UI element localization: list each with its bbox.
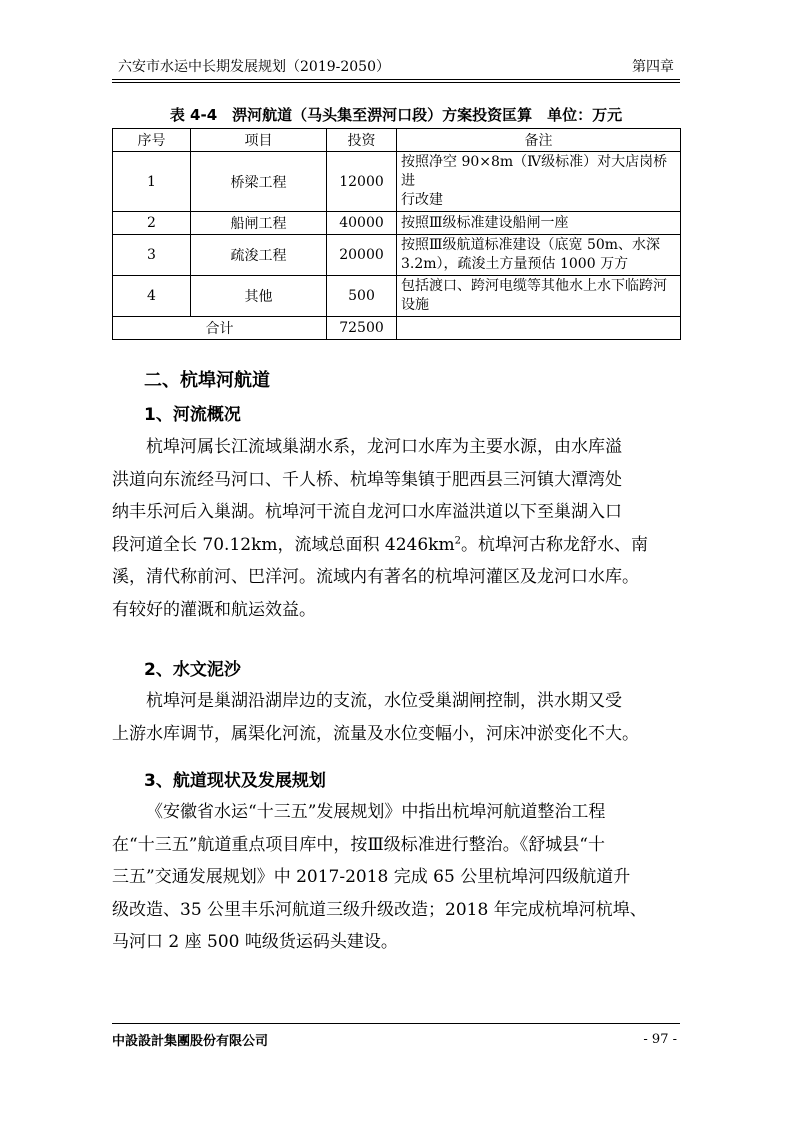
paragraph-river-overview (112, 431, 682, 626)
investment-table (112, 128, 681, 340)
footer-rule (112, 1023, 680, 1024)
cell-item: 船闸工程 (191, 212, 327, 235)
cell-item: 其他 (191, 276, 327, 317)
header-rule-thin (112, 82, 680, 83)
text-line: 在“十三五”航道重点项目库中，按Ⅲ级标准进行整治。《舒城县“十 (112, 834, 605, 855)
cell-total-value: 72500 (327, 317, 397, 340)
text-line (112, 529, 682, 562)
table-header-row (113, 129, 681, 152)
header-doc-title: 六安市水运中长期发展规划（2019-2050） (118, 59, 390, 75)
text-segment: 。杭埠河古称龙舒水、南 (460, 534, 648, 555)
cell-no: 1 (113, 152, 191, 212)
note-line: 3.2m），疏浚土方量预估 1000 万方 (401, 256, 629, 272)
footer-company: 中設設計集團股份有限公司 (112, 1034, 269, 1049)
cell-no: 3 (113, 235, 191, 276)
note-line: 包括渡口、跨河电缆等其他水上水下临跨河 (401, 278, 667, 294)
page-header (112, 52, 680, 78)
cell-invest: 20000 (327, 235, 397, 276)
cell-no: 4 (113, 276, 191, 317)
cell-total-note (397, 317, 681, 340)
cell-total-label: 合计 (113, 317, 327, 340)
text-line: 马河口 2 座 500 吨级货运码头建设。 (112, 932, 398, 952)
note-line: 设施 (401, 297, 429, 313)
cell-invest: 500 (327, 276, 397, 317)
page-number: - 97 - (643, 1032, 677, 1047)
superscript: 2 (454, 534, 461, 546)
col-header-invest: 投资 (327, 129, 397, 152)
text-line: 级改造、35 公里丰乐河航道三级升级改造；2018 年完成杭埠河杭埠、 (112, 899, 647, 920)
table-row (113, 235, 681, 276)
cell-note: 按照Ⅲ级标准建设船闸一座 (397, 212, 681, 235)
text-line: 杭埠河属长江流域巢湖水系，龙河口水库为主要水源，由水库溢 (146, 437, 622, 457)
table-total-row (113, 317, 681, 340)
cell-note (397, 152, 681, 212)
cell-note (397, 235, 681, 276)
cell-item: 疏浚工程 (191, 235, 327, 276)
text-line: 洪道向东流经马河口、千人桥、杭埠等集镇于肥西县三河镇大潭湾处 (112, 469, 622, 490)
table-row (113, 152, 681, 212)
text-line: 三五”交通发展规划》中 2017-2018 完成 65 公里杭埠河四级航道升 (112, 867, 631, 887)
col-header-note: 备注 (397, 129, 681, 152)
text-line: 杭埠河是巢湖沿湖岸边的支流，水位受巢湖闸控制，洪水期又受 (146, 691, 622, 711)
header-rule-thick (112, 79, 680, 80)
note-line: 按照Ⅲ级航道标准建设（底宽 50m、水深 (401, 237, 661, 253)
col-header-item: 项目 (191, 129, 327, 152)
text-line: 上游水库调节，属渠化河流，流量及水位变幅小，河床冲淤变化不大。 (112, 723, 639, 744)
paragraph-hydrology (112, 685, 682, 750)
table-row (113, 276, 681, 317)
section-heading: 二、杭埠河航道 (144, 370, 270, 391)
table-row (113, 212, 681, 235)
cell-no: 2 (113, 212, 191, 235)
subsection-heading-2: 2、水文泥沙 (144, 660, 241, 680)
header-chapter: 第四章 (632, 59, 674, 75)
cell-item: 桥梁工程 (191, 152, 327, 212)
subsection-heading-3: 3、航道现状及发展规划 (144, 771, 326, 791)
text-line: 纳丰乐河后入巢湖。杭埠河干流自龙河口水库溢洪道以下至巢湖入口 (112, 502, 622, 522)
table-caption: 表 4-4 淠河航道（马头集至淠河口段）方案投资匡算 单位：万元 (169, 106, 623, 124)
paragraph-waterway-plan (112, 796, 682, 959)
text-segment: 段河道全长 70.12km，流域总面积 4246km (112, 534, 455, 555)
col-header-no: 序号 (113, 129, 191, 152)
cell-invest: 12000 (327, 152, 397, 212)
note-line: 行改建 (401, 192, 443, 208)
cell-invest: 40000 (327, 212, 397, 235)
note-line: 按照净空 90×8m（Ⅳ级标准）对大店岗桥进 (401, 154, 668, 189)
cell-note (397, 276, 681, 317)
text-line: 溪，清代称前河、巴洋河。流域内有著名的杭埠河灌区及龙河口水库。 (112, 567, 639, 587)
text-line: 有较好的灌溉和航运效益。 (112, 599, 316, 620)
subsection-heading-1: 1、河流概况 (144, 405, 241, 425)
text-line: 《安徽省水运“十三五”发展规划》中指出杭埠河航道整治工程 (146, 802, 606, 822)
